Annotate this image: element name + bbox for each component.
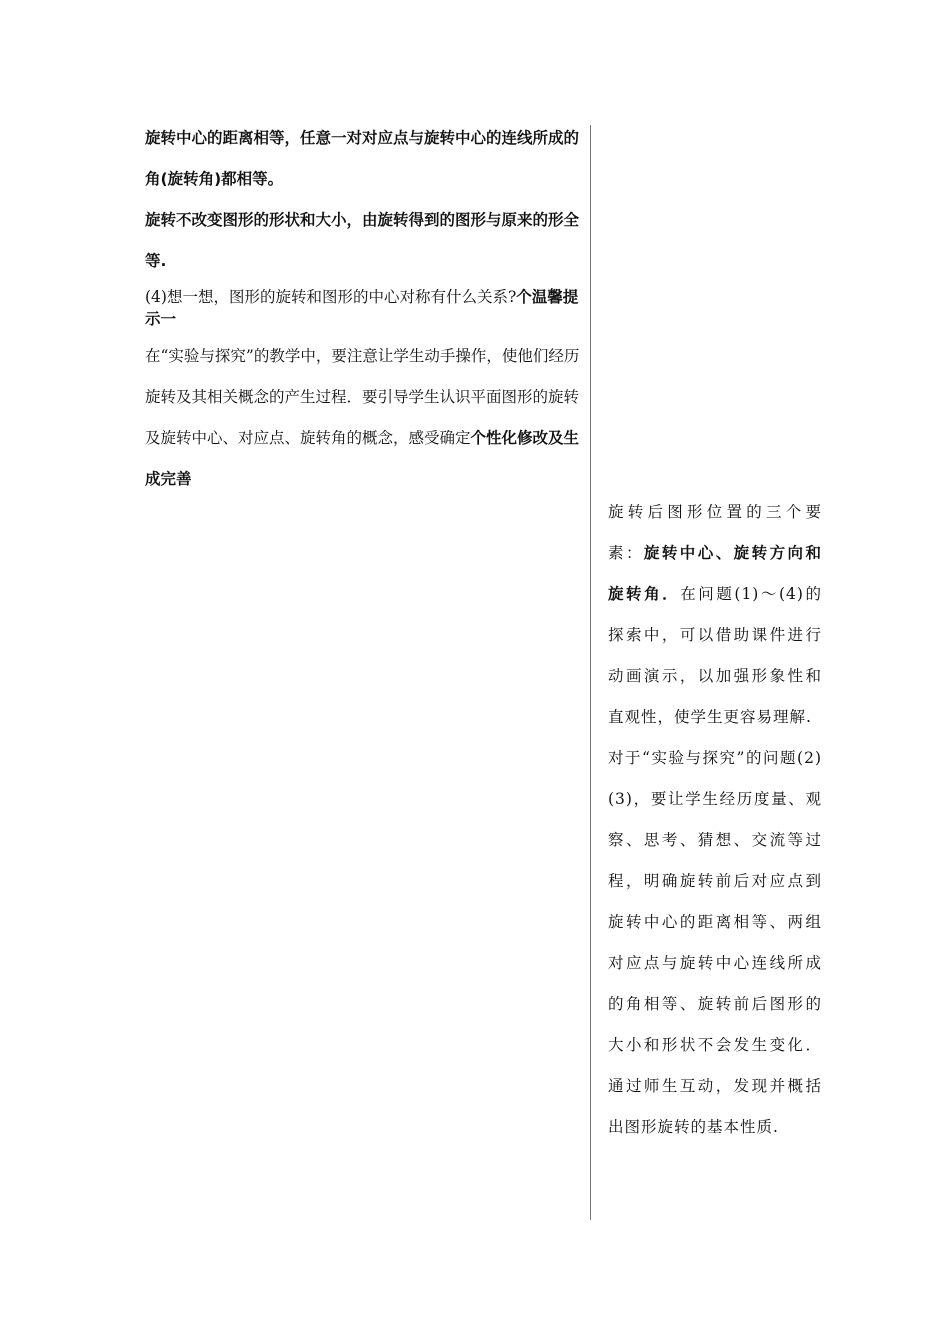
main-text-column xyxy=(145,118,585,500)
side-note-elements-rest: 在问题(1)～(4)的探索中，可以借助课件进行动画演示，以加强形象性和直观性，使学生更容易理解. xyxy=(608,585,822,726)
question-4-text: (4)想一想，图形的旋转和图形的中心对称有什么关系? xyxy=(145,288,517,306)
personalization-label: 个性化修改及生成完善 xyxy=(145,429,580,488)
paragraph-congruence: 旋转不改变图形的形状和大小，由旋转得到的图形与原来的形全等. xyxy=(145,211,580,270)
teaching-note-text: 在“实验与探究”的教学中，要注意让学生动手操作，使他们经历旋转及其相关概念的产生过程．要引导学生认识平面图形的旋转及旋转中心、对应点、旋转角的概念，感受确定 xyxy=(145,347,580,447)
side-note-exploration: 对于“实验与探究”的问题(2)(3)，要让学生经历度量、观察、思考、猜想、交流等过程，明确旋转前后对应点到旋转中心的距离相等、两组对应点与旋转中心连线所成的角相等、旋转前后图形的大小和形状不会发生变化．通过师生互动，发现并概括出图形旋转的基本性质. xyxy=(608,749,822,1136)
side-note-column xyxy=(608,492,822,1148)
side-note-elements xyxy=(608,492,822,738)
paragraph-rotation-properties: 旋转中心的距离相等，任意一对对应点与旋转中心的连线所成的角(旋转角)都相等。 xyxy=(145,129,580,188)
paragraph-teaching-note xyxy=(145,336,585,500)
side-note-elements-bold: 旋转中心、旋转方向和旋转角． xyxy=(608,544,822,603)
tip-heading: 个温馨提示一 xyxy=(145,288,579,328)
column-divider xyxy=(590,125,591,1220)
paragraph-question-4 xyxy=(145,286,585,330)
side-note-elements-intro: 旋转后图形位置的三个要素： xyxy=(608,503,822,562)
